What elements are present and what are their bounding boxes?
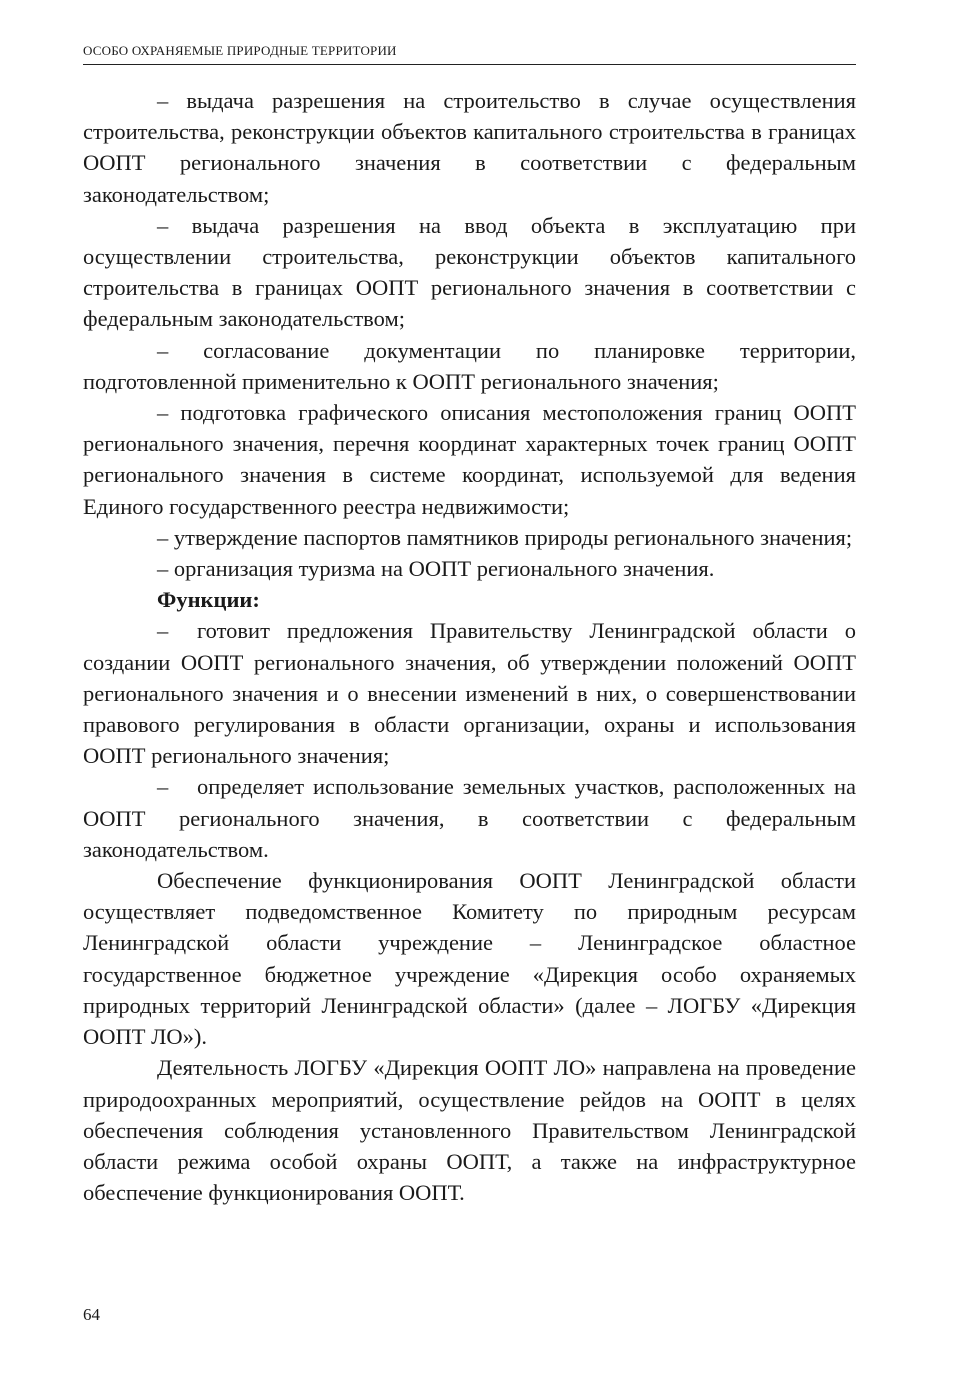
function-item-text: определяет использование земельных участков, расположенных на ООПТ регионального значения, в соответствии с федеральным законодательством.	[83, 774, 856, 862]
paragraph: Обеспечение функционирования ООПТ Ленинградской области осуществляет подведомственное Комитету по природным ресурсам Ленинградской области учреждение – Ленинградское областное государственное бюджетное учреждение «Дирекция особо охраняемых природных территорий Ленинградской области» (далее – ЛОГБУ «Дирекция ООПТ ЛО»).	[83, 868, 856, 1050]
page-number: 64	[83, 1305, 100, 1324]
list-dash: –	[157, 774, 169, 800]
function-item	[83, 771, 856, 865]
function-item	[83, 615, 856, 771]
paragraph: Деятельность ЛОГБУ «Дирекция ООПТ ЛО» направлена на проведение природоохранных мероприятий, осуществление рейдов на ООПТ в целях обеспечения соблюдения установленного Правительством Ленинградской области режима особой охраны ООПТ, а также на инфраструктурное обеспечение функционирования ООПТ.	[83, 1055, 856, 1206]
page-body	[83, 85, 856, 1208]
paragraph: – утверждение паспортов памятников природы регионального значения;	[157, 524, 853, 550]
paragraph: – организация туризма на ООПТ регионального значения.	[157, 556, 715, 582]
functions-heading: Функции:	[157, 587, 260, 613]
function-item-text: готовит предложения Правительству Ленинградской области о создании ООПТ регионального значения, об утверждении положений ООПТ регионального значения и о внесении изменений в них, о совершенствовании правового регулирования в области организации, охраны и использования ООПТ регионального значения;	[83, 618, 856, 769]
paragraph: – согласование документации по планировке территории, подготовленной применительно к ООПТ регионального значения;	[83, 337, 856, 394]
paragraph: – выдача разрешения на строительство в случае осуществления строительства, реконструкции объектов капитального строительства в границах ООПТ регионального значения в соответствии с федеральным законодательством;	[83, 88, 856, 207]
list-dash: –	[157, 618, 169, 644]
paragraph: – выдача разрешения на ввод объекта в эксплуатацию при осуществлении строительства, реконструкции объектов капитального строительства в границах ООПТ регионального значения в соответствии с федеральным законодательством;	[83, 212, 856, 332]
paragraph: – подготовка графического описания местоположения границ ООПТ регионального значения, перечня координат характерных точек границ ООПТ регионального значения в системе координат, используемой для ведения Единого государственного реестра недвижимости;	[83, 400, 856, 519]
running-header: ОСОБО ОХРАНЯЕМЫЕ ПРИРОДНЫЕ ТЕРРИТОРИИ	[83, 42, 856, 65]
